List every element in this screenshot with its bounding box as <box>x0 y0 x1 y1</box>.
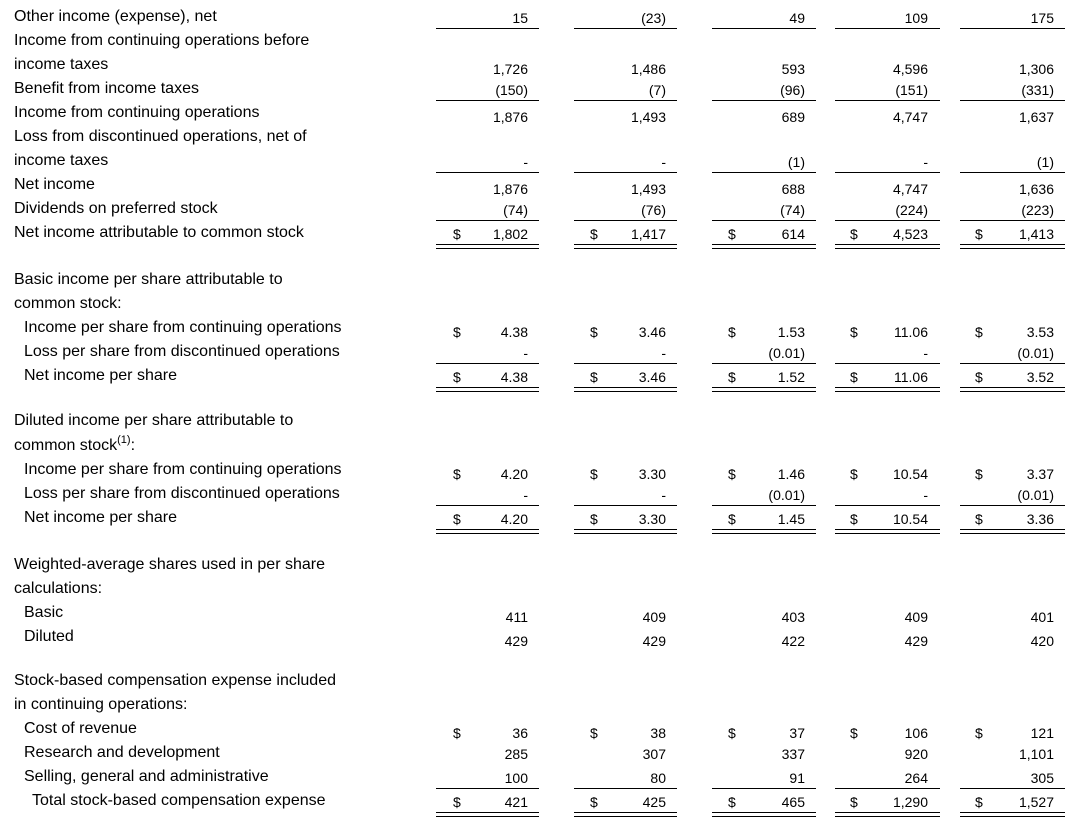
table-cell: (96) <box>780 82 805 98</box>
underline-rule <box>574 28 677 29</box>
table-cell: (74) <box>780 202 805 218</box>
table-cell: 4,523 <box>892 226 928 242</box>
currency-symbol: $ <box>453 324 461 340</box>
row-label-text: Benefit from income taxes <box>14 80 199 97</box>
underline-rule <box>835 533 940 534</box>
table-cell: 429 <box>904 633 928 649</box>
currency-symbol: $ <box>728 324 736 340</box>
currency-symbol: $ <box>975 511 983 527</box>
underline-rule <box>960 387 1065 388</box>
table-cell: 4.38 <box>500 369 528 385</box>
underline-rule <box>574 248 677 249</box>
table-cell: 4.38 <box>500 324 528 340</box>
table-cell: 15 <box>512 10 528 26</box>
underline-rule <box>712 248 816 249</box>
underline-rule <box>960 28 1065 29</box>
table-cell: 11.06 <box>894 324 928 340</box>
row-label <box>14 200 218 218</box>
table-cell: 421 <box>504 794 528 810</box>
underline-rule <box>960 220 1065 221</box>
row-label <box>14 224 304 242</box>
table-cell: 1,417 <box>630 226 666 242</box>
underline-rule <box>835 172 940 173</box>
underline-rule <box>960 363 1065 364</box>
table-cell: 1,493 <box>630 181 666 197</box>
row-label <box>24 343 340 361</box>
row-label <box>24 485 340 503</box>
table-cell: 3.46 <box>638 369 666 385</box>
underline-rule <box>835 363 940 364</box>
row-label-text: Basic income per share attributable to <box>14 271 283 288</box>
table-cell: 429 <box>642 633 666 649</box>
row-label <box>24 319 342 337</box>
table-cell: 3.30 <box>638 511 666 527</box>
table-cell: 1.52 <box>777 369 805 385</box>
table-cell: 420 <box>1030 633 1054 649</box>
underline-rule <box>960 788 1065 789</box>
row-label-text: Net income attributable to common stock <box>14 224 304 241</box>
currency-symbol: $ <box>728 369 736 385</box>
row-label <box>14 152 108 170</box>
underline-rule <box>712 220 816 221</box>
row-label-text: Diluted income per share attributable to <box>14 412 294 429</box>
table-cell: 1,413 <box>1018 226 1054 242</box>
table-cell: 80 <box>650 770 666 786</box>
row-label <box>14 672 336 690</box>
row-label-text: Cost of revenue <box>24 720 137 737</box>
table-cell: - <box>923 345 928 361</box>
underline-rule <box>960 529 1065 530</box>
table-cell: 1,876 <box>492 109 528 125</box>
underline-rule <box>712 387 816 388</box>
table-cell: 4,596 <box>892 61 928 77</box>
underline-rule <box>835 812 940 813</box>
table-cell: 401 <box>1030 609 1054 625</box>
footnote-marker: (1) <box>117 433 131 446</box>
table-cell: (76) <box>641 202 666 218</box>
row-label-text: Loss per share from discontinued operations <box>24 485 340 502</box>
table-cell: 4.20 <box>500 466 528 482</box>
row-label <box>24 768 269 786</box>
table-cell: - <box>523 154 528 170</box>
label-suffix: : <box>130 437 136 454</box>
currency-symbol: $ <box>453 725 461 741</box>
underline-rule <box>712 172 816 173</box>
underline-rule <box>712 529 816 530</box>
table-cell: 593 <box>781 61 805 77</box>
table-cell: 1,290 <box>892 794 928 810</box>
table-cell: 1,486 <box>630 61 666 77</box>
table-cell: - <box>523 345 528 361</box>
underline-rule <box>712 391 816 392</box>
table-cell: 403 <box>781 609 805 625</box>
table-cell: 1,493 <box>630 109 666 125</box>
underline-rule <box>835 391 940 392</box>
table-cell: (223) <box>1021 202 1054 218</box>
currency-symbol: $ <box>975 226 983 242</box>
currency-symbol: $ <box>590 511 598 527</box>
table-cell: 4,747 <box>892 181 928 197</box>
row-label-text: Income per share from continuing operations <box>24 319 342 336</box>
underline-rule <box>574 505 677 506</box>
table-cell: - <box>923 487 928 503</box>
table-cell: - <box>923 154 928 170</box>
row-label-text: Diluted <box>24 628 74 645</box>
underline-rule <box>960 244 1065 245</box>
underline-rule <box>835 244 940 245</box>
underline-rule <box>835 220 940 221</box>
table-cell: 4.20 <box>500 511 528 527</box>
table-cell: 307 <box>642 746 666 762</box>
table-cell: (1) <box>1036 154 1054 170</box>
table-cell: 36 <box>512 725 528 741</box>
underline-rule <box>960 812 1065 813</box>
underline-rule <box>574 220 677 221</box>
row-label-text: common stock: <box>14 295 122 312</box>
underline-rule <box>574 172 677 173</box>
underline-rule <box>436 816 539 817</box>
underline-rule <box>960 100 1065 101</box>
underline-rule <box>712 363 816 364</box>
row-label <box>14 271 283 289</box>
currency-symbol: $ <box>975 466 983 482</box>
table-cell: 11.06 <box>894 369 928 385</box>
table-cell: 422 <box>781 633 805 649</box>
table-cell: 3.36 <box>1026 511 1054 527</box>
table-cell: 49 <box>789 10 805 26</box>
underline-rule <box>574 387 677 388</box>
table-cell: 689 <box>781 109 805 125</box>
table-cell: 100 <box>504 770 528 786</box>
table-cell: - <box>661 487 666 503</box>
row-label-text: Loss from discontinued operations, net of <box>14 128 307 145</box>
underline-rule <box>712 812 816 813</box>
currency-symbol: $ <box>975 324 983 340</box>
currency-symbol: $ <box>975 794 983 810</box>
underline-rule <box>835 788 940 789</box>
currency-symbol: $ <box>590 369 598 385</box>
underline-rule <box>960 248 1065 249</box>
underline-rule <box>835 28 940 29</box>
table-cell: 38 <box>650 725 666 741</box>
underline-rule <box>574 244 677 245</box>
underline-rule <box>960 172 1065 173</box>
currency-symbol: $ <box>728 794 736 810</box>
table-cell: 1,637 <box>1018 109 1054 125</box>
currency-symbol: $ <box>975 725 983 741</box>
currency-symbol: $ <box>850 466 858 482</box>
currency-symbol: $ <box>728 226 736 242</box>
row-label-text: income taxes <box>14 152 109 169</box>
underline-rule <box>574 391 677 392</box>
row-label <box>14 412 293 430</box>
underline-rule <box>436 788 539 789</box>
table-cell: (74) <box>503 202 528 218</box>
currency-symbol: $ <box>728 466 736 482</box>
table-cell: 91 <box>789 770 805 786</box>
table-cell: 1,527 <box>1018 794 1054 810</box>
currency-symbol: $ <box>590 725 598 741</box>
underline-rule <box>436 529 539 530</box>
underline-rule <box>960 816 1065 817</box>
row-label <box>14 80 199 98</box>
row-label <box>24 744 220 762</box>
underline-rule <box>574 363 677 364</box>
row-label <box>14 128 307 146</box>
table-cell: 409 <box>642 609 666 625</box>
table-cell: - <box>661 154 666 170</box>
currency-symbol: $ <box>453 226 461 242</box>
table-cell: 106 <box>904 725 928 741</box>
table-cell: 109 <box>904 10 928 26</box>
table-cell: 614 <box>781 226 805 242</box>
underline-rule <box>574 812 677 813</box>
underline-rule <box>574 529 677 530</box>
row-label-text: Net income per share <box>24 509 177 526</box>
underline-rule <box>835 529 940 530</box>
table-cell: 1,876 <box>492 181 528 197</box>
underline-rule <box>436 100 539 101</box>
currency-symbol: $ <box>590 794 598 810</box>
row-label-text: Dividends on preferred stock <box>14 200 218 217</box>
underline-rule <box>436 244 539 245</box>
row-label <box>14 176 95 194</box>
table-cell: (224) <box>895 202 928 218</box>
table-cell: 1,636 <box>1018 181 1054 197</box>
table-cell: 121 <box>1030 725 1054 741</box>
row-label-text: Income per share from continuing operations <box>24 461 342 478</box>
currency-symbol: $ <box>728 511 736 527</box>
underline-rule <box>835 248 940 249</box>
row-label-text: Weighted-average shares used in per share <box>14 556 325 573</box>
row-label <box>14 433 136 455</box>
table-cell: 10.54 <box>892 511 928 527</box>
row-label-text: Income from continuing operations before <box>14 32 310 49</box>
row-label-text: Stock-based compensation expense included <box>14 672 336 689</box>
row-label-text: Research and development <box>24 744 220 761</box>
table-cell: (0.01) <box>768 345 805 361</box>
row-label-text: Loss per share from discontinued operations <box>24 343 340 360</box>
underline-rule <box>712 533 816 534</box>
row-label <box>14 56 108 74</box>
table-cell: 4,747 <box>892 109 928 125</box>
table-cell: (331) <box>1021 82 1054 98</box>
table-cell: (7) <box>648 82 666 98</box>
row-label-text: calculations: <box>14 580 103 597</box>
row-label-text: Income from continuing operations <box>14 104 260 121</box>
row-label-text: Basic <box>24 604 64 621</box>
currency-symbol: $ <box>850 369 858 385</box>
underline-rule <box>436 28 539 29</box>
underline-rule <box>835 816 940 817</box>
row-label <box>14 32 309 50</box>
row-label <box>24 367 177 385</box>
currency-symbol: $ <box>590 324 598 340</box>
underline-rule <box>436 391 539 392</box>
currency-symbol: $ <box>728 725 736 741</box>
table-cell: 1.45 <box>777 511 805 527</box>
underline-rule <box>835 387 940 388</box>
underline-rule <box>712 28 816 29</box>
table-cell: 1,802 <box>492 226 528 242</box>
row-label-text: common stock <box>14 437 118 454</box>
currency-symbol: $ <box>850 725 858 741</box>
table-cell: 3.30 <box>638 466 666 482</box>
table-cell: - <box>661 345 666 361</box>
row-label <box>24 628 74 646</box>
table-cell: 10.54 <box>892 466 928 482</box>
currency-symbol: $ <box>975 369 983 385</box>
table-cell: 409 <box>904 609 928 625</box>
row-label <box>24 604 63 622</box>
underline-rule <box>712 100 816 101</box>
underline-rule <box>574 816 677 817</box>
underline-rule <box>436 220 539 221</box>
underline-rule <box>960 391 1065 392</box>
table-cell: 1.53 <box>777 324 805 340</box>
table-cell: 264 <box>904 770 928 786</box>
currency-symbol: $ <box>590 226 598 242</box>
currency-symbol: $ <box>453 794 461 810</box>
table-cell: 337 <box>781 746 805 762</box>
table-cell: 3.52 <box>1026 369 1054 385</box>
underline-rule <box>960 505 1065 506</box>
underline-rule <box>712 505 816 506</box>
row-label <box>24 720 137 738</box>
currency-symbol: $ <box>590 466 598 482</box>
table-cell: 411 <box>505 609 528 625</box>
table-cell: 175 <box>1030 10 1054 26</box>
row-label <box>24 461 342 479</box>
underline-rule <box>436 387 539 388</box>
row-label-text: Selling, general and administrative <box>24 768 269 785</box>
row-label <box>14 295 122 313</box>
underline-rule <box>436 172 539 173</box>
row-label-text: Other income (expense), net <box>14 8 217 25</box>
underline-rule <box>574 533 677 534</box>
currency-symbol: $ <box>850 324 858 340</box>
table-cell: (1) <box>787 154 805 170</box>
currency-symbol: $ <box>850 511 858 527</box>
underline-rule <box>436 812 539 813</box>
table-cell: (0.01) <box>768 487 805 503</box>
table-cell: 3.37 <box>1026 466 1054 482</box>
currency-symbol: $ <box>850 794 858 810</box>
table-cell: 3.46 <box>638 324 666 340</box>
table-cell: 920 <box>904 746 928 762</box>
table-cell: 688 <box>781 181 805 197</box>
currency-symbol: $ <box>453 369 461 385</box>
table-cell: (0.01) <box>1017 487 1054 503</box>
table-cell: 305 <box>1030 770 1054 786</box>
table-cell: 1,306 <box>1018 61 1054 77</box>
row-label <box>14 580 102 598</box>
row-label <box>24 509 177 527</box>
underline-rule <box>835 100 940 101</box>
row-label-text: in continuing operations: <box>14 696 188 713</box>
table-cell: (23) <box>641 10 666 26</box>
table-cell: (151) <box>895 82 928 98</box>
table-cell: 1,726 <box>492 61 528 77</box>
underline-rule <box>960 533 1065 534</box>
underline-rule <box>436 533 539 534</box>
table-cell: 429 <box>504 633 528 649</box>
table-cell: 465 <box>781 794 805 810</box>
row-label-text: Net income <box>14 176 95 193</box>
row-label <box>14 8 217 26</box>
underline-rule <box>712 788 816 789</box>
underline-rule <box>574 100 677 101</box>
table-cell: 425 <box>642 794 666 810</box>
table-cell: - <box>523 487 528 503</box>
row-label <box>32 792 326 810</box>
row-label <box>14 696 187 714</box>
underline-rule <box>436 363 539 364</box>
table-cell: 1.46 <box>777 466 805 482</box>
row-label-text: Total stock-based compensation expense <box>32 792 326 809</box>
underline-rule <box>712 816 816 817</box>
underline-rule <box>574 788 677 789</box>
underline-rule <box>436 248 539 249</box>
table-cell: 1,101 <box>1018 746 1054 762</box>
row-label-text: income taxes <box>14 56 109 73</box>
table-cell: (0.01) <box>1017 345 1054 361</box>
row-label-text: Net income per share <box>24 367 177 384</box>
currency-symbol: $ <box>850 226 858 242</box>
currency-symbol: $ <box>453 511 461 527</box>
underline-rule <box>712 244 816 245</box>
table-cell: 37 <box>789 725 805 741</box>
table-cell: (150) <box>495 82 528 98</box>
table-cell: 3.53 <box>1026 324 1054 340</box>
row-label <box>14 556 325 574</box>
underline-rule <box>436 505 539 506</box>
currency-symbol: $ <box>453 466 461 482</box>
underline-rule <box>835 505 940 506</box>
table-cell: 285 <box>504 746 528 762</box>
row-label <box>14 104 259 122</box>
